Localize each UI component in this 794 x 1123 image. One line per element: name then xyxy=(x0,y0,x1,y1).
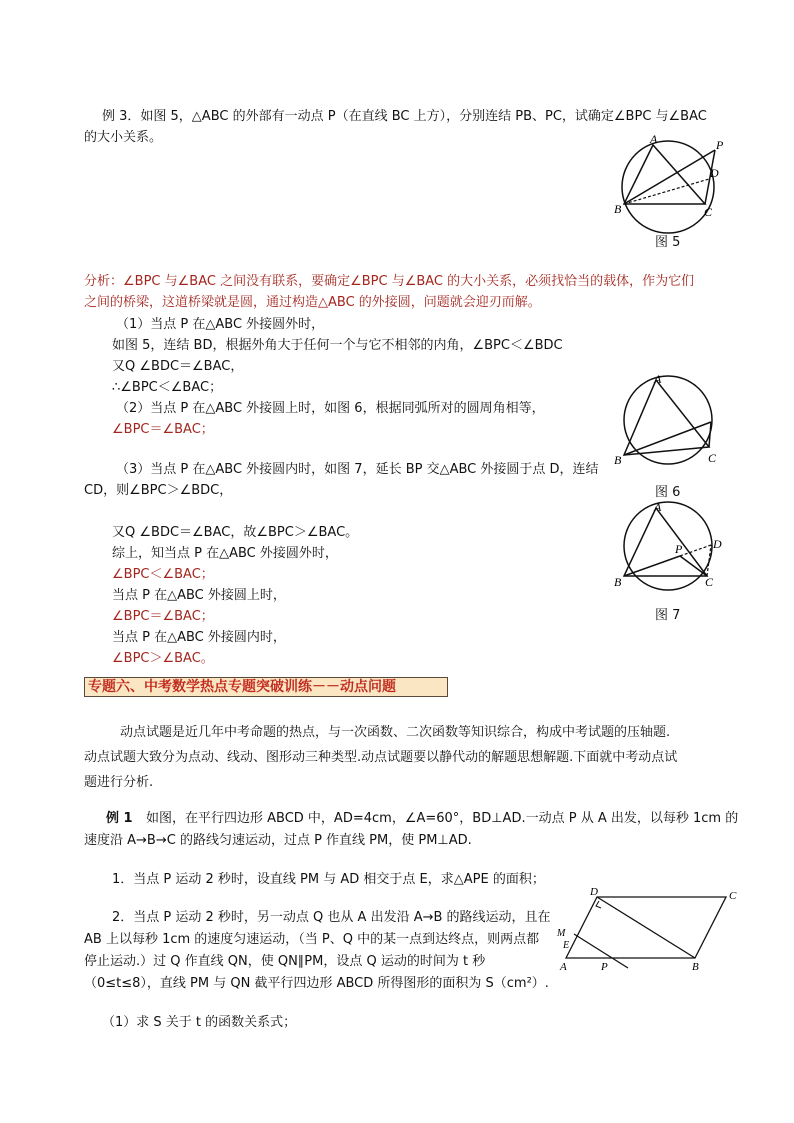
intro-line: 题进行分析. xyxy=(84,775,154,790)
para-label-a: A xyxy=(560,961,567,973)
fig5-label-c: C xyxy=(704,205,713,219)
fig7-label-p: P xyxy=(675,542,683,556)
example1-line1: 如图，在平行四边形 ABCD 中，AD=4cm，∠A=60°，BD⊥AD.一动点 P 从 A 出发，以每秒 1cm 的 xyxy=(146,811,739,826)
section-banner: 专题六、中考数学热点专题突破训练－－动点问题 xyxy=(84,677,448,697)
fig6-label-c: C xyxy=(708,451,717,465)
para-label-c: C xyxy=(729,890,737,902)
analysis-line: 综上，知当点 P 在△ABC 外接圆外时， xyxy=(112,546,338,561)
fig7-caption: 图 7 xyxy=(655,608,681,623)
example3-line1: 例 3．如图 5，△ABC 的外部有一动点 P（在直线 BC 上方），分别连结 PB、PC，试确定∠BPC 与∠BAC xyxy=(102,109,707,124)
fig7-label-d: D xyxy=(713,537,722,551)
analysis-line: （3）当点 P 在△ABC 外接圆内时，如图 7，延长 BP 交△ABC 外接圆于点 D，连结 xyxy=(116,462,599,477)
fig5-caption: 图 5 xyxy=(655,235,681,250)
fig7-label-a: A xyxy=(654,500,662,514)
fig6-label-a: A xyxy=(654,372,662,386)
intro-line: 动点试题是近几年中考命题的热点，与一次函数、二次函数等知识综合，构成中考试题的压轴题. xyxy=(120,725,671,740)
analysis-line: 之间的桥梁，这道桥梁就是圆，通过构造△ABC 的外接圆，问题就会迎刃而解。 xyxy=(84,295,541,310)
para-label-d: D xyxy=(590,886,598,898)
example1-q2-line: 2．当点 P 运动 2 秒时，另一动点 Q 也从 A 出发沿 A→B 的路线运动，且在 xyxy=(112,910,551,925)
analysis-line: 当点 P 在△ABC 外接圆上时， xyxy=(112,588,286,603)
analysis-line: CD，则∠BPC＞∠BDC， xyxy=(84,483,233,498)
para-label-p: P xyxy=(601,961,608,973)
analysis-line: （2）当点 P 在△ABC 外接圆上时，如图 6，根据同弧所对的圆周角相等， xyxy=(116,401,545,416)
para-label-b: B xyxy=(692,961,699,973)
analysis-line: 当点 P 在△ABC 外接圆内时， xyxy=(112,630,286,645)
fig5-label-d: D xyxy=(710,166,719,180)
analysis-line: （1）当点 P 在△ABC 外接圆外时， xyxy=(116,317,325,332)
example1-q2-line: （0≤t≤8），直线 PM 与 QN 截平行四边形 ABCD 所得图形的面积为 S（cm²）. xyxy=(84,976,549,991)
fig7-label-b: B xyxy=(614,575,622,589)
analysis-line: 又Q ∠BDC＝∠BAC，故∠BPC＞∠BAC。 xyxy=(112,525,359,540)
parallelogram-figure xyxy=(552,884,748,974)
analysis-line: 如图 5，连结 BD，根据外角大于任何一个与它不相邻的内角，∠BPC＜∠BDC xyxy=(112,338,563,353)
fig6-label-b: B xyxy=(614,453,622,467)
example1-line2: 速度沿 A→B→C 的路线匀速运动，过点 P 作直线 PM，使 PM⊥AD. xyxy=(84,833,472,848)
example1-q1: 1．当点 P 运动 2 秒时，设直线 PM 与 AD 相交于点 E，求△APE 的面积； xyxy=(112,872,545,887)
figure-6 xyxy=(612,372,742,472)
figure-7 xyxy=(612,498,742,598)
example1-q2-line: AB 上以每秒 1cm 的速度匀速运动，（当 P、Q 中的某一点到达终点，则两点都 xyxy=(84,932,540,947)
intro-line: 动点试题大致分为点动、线动、图形动三种类型.动点试题要以静代动的解题思想解题.下面就中考动点试 xyxy=(84,750,678,765)
fig6-caption: 图 6 xyxy=(655,485,681,500)
figure-5 xyxy=(612,132,742,244)
para-label-m: M xyxy=(557,928,566,939)
analysis-line: ∠BPC＜∠BAC； xyxy=(112,567,214,582)
para-label-e: E xyxy=(563,940,570,951)
analysis-line: ∠BPC＞∠BAC。 xyxy=(112,651,214,666)
fig5-label-p: P xyxy=(716,138,724,152)
example1-q2-line: 停止运动.）过 Q 作直线 QN，使 QN∥PM，设点 Q 运动的时间为 t 秒 xyxy=(84,954,486,969)
analysis-line: 分析：∠BPC 与∠BAC 之间没有联系，要确定∠BPC 与∠BAC 的大小关系，必须找恰当的载体，作为它们 xyxy=(84,274,695,289)
analysis-line: ∴∠BPC＜∠BAC； xyxy=(112,380,223,395)
analysis-line: 又Q ∠BDC＝∠BAC， xyxy=(112,359,244,374)
analysis-line: ∠BPC＝∠BAC； xyxy=(112,609,214,624)
fig5-label-a: A xyxy=(650,132,658,146)
example1-label: 例 1 xyxy=(106,811,133,826)
example1-sub1: （1）求 S 关于 t 的函数关系式； xyxy=(102,1015,297,1030)
example3-line2: 的大小关系。 xyxy=(84,130,163,145)
fig7-label-c: C xyxy=(705,575,714,589)
fig5-label-b: B xyxy=(614,202,622,216)
analysis-line: ∠BPC＝∠BAC； xyxy=(112,422,214,437)
